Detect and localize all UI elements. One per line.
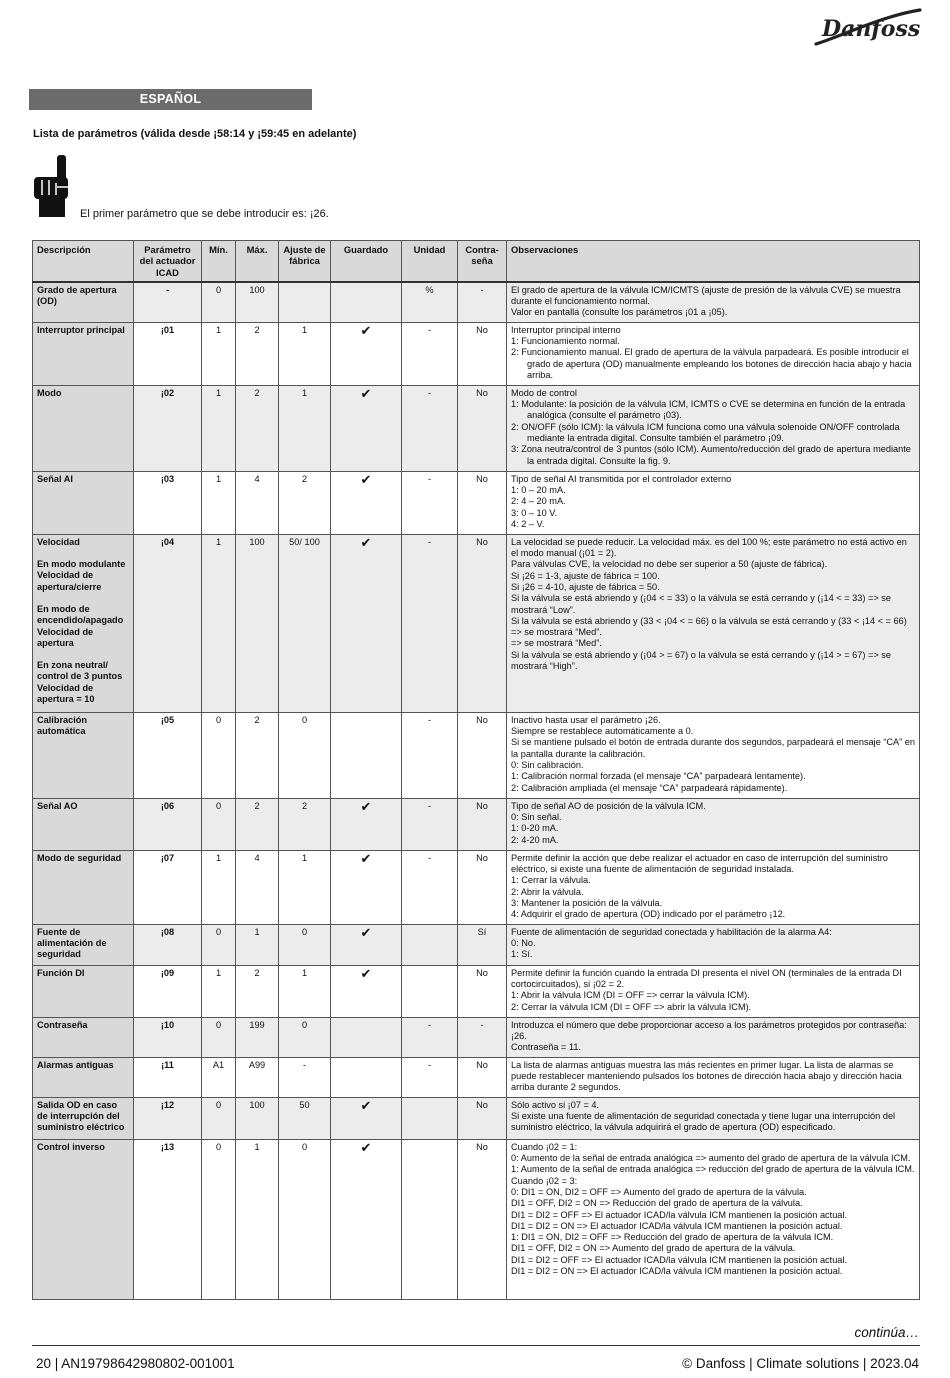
cell-factory: 0	[279, 712, 331, 798]
observation-line: Si la válvula se está abriendo y (¡04 > = 67) o la válvula se está cerrando y (¡14 > = 67) => se mostrará “High”.	[511, 649, 891, 672]
table-row	[33, 924, 920, 965]
cell-description	[33, 385, 134, 471]
cell-max: 100	[236, 1097, 279, 1139]
observation-line: Permite definir la acción que debe realizar el actuador en caso de interrupción del suministro eléctrico, si existe una fuente de alimentación de seguridad instalada.	[511, 852, 888, 875]
cell-saved: ✔	[331, 924, 402, 965]
cell-max: 2	[236, 965, 279, 1017]
cell-description	[33, 712, 134, 798]
observation-line: La lista de alarmas antiguas muestra las más recientes en primer lugar. La lista de alarmas se puede restablecer manteniendo pulsados los botones de dirección hacia abajo y dirección hacia arriba durante 2 segundos.	[511, 1059, 902, 1093]
cell-factory: 50/ 100	[279, 534, 331, 712]
table-row	[33, 282, 920, 322]
cell-saved: ✔	[331, 1139, 402, 1299]
cell-factory: -	[279, 1057, 331, 1097]
description-sub: En modo de encendido/apagado Velocidad de apertura	[37, 603, 124, 648]
table-row	[33, 534, 920, 712]
observation-line: Si ¡26 = 1-3, ajuste de fábrica = 100.	[511, 570, 660, 581]
first-parameter-note: El primer parámetro que se debe introducir es: ¡26.	[80, 208, 329, 220]
cell-unit: -	[402, 322, 458, 385]
observation-line: DI1 = DI2 = ON => El actuador ICAD/la válvula ICM mantienen la posición actual.	[511, 1266, 843, 1277]
observation-line: 2: 4-20 mA.	[511, 834, 559, 845]
description-sub: En zona neutral/ control de 3 puntos Velocidad de apertura = 10	[37, 660, 123, 705]
cell-saved	[331, 1017, 402, 1057]
cell-min: 1	[202, 534, 236, 712]
cell-max: 100	[236, 282, 279, 322]
cell-password: No	[458, 965, 507, 1017]
header-description: Descripción	[33, 241, 134, 282]
cell-password: No	[458, 534, 507, 712]
cell-parameter: -	[134, 282, 202, 322]
observation-line: 1: 0-20 mA.	[511, 823, 559, 834]
cell-unit	[402, 924, 458, 965]
cell-observations	[507, 385, 920, 471]
observation-line: 3: 0 – 10 V.	[511, 507, 558, 518]
observation-line: Permite definir la función cuando la entrada DI presenta el nivel ON (terminales de la entrada DI cortocircuitados), si ¡02 = 2.	[511, 967, 902, 990]
cell-min: 0	[202, 1139, 236, 1299]
cell-max: 199	[236, 1017, 279, 1057]
cell-description	[33, 282, 134, 322]
cell-max: 100	[236, 534, 279, 712]
footer-divider	[32, 1345, 920, 1346]
cell-unit: -	[402, 850, 458, 924]
cell-min: 1	[202, 322, 236, 385]
cell-parameter: ¡13	[134, 1139, 202, 1299]
table-row	[33, 322, 920, 385]
observation-line: 1: Cerrar la válvula.	[511, 875, 591, 886]
cell-min: 0	[202, 282, 236, 322]
header-saved: Guardado	[331, 241, 402, 282]
cell-unit: -	[402, 712, 458, 798]
cell-min: 0	[202, 924, 236, 965]
observation-line: 4: Adquirir el grado de apertura (OD) indicado por el parámetro ¡12.	[511, 909, 786, 920]
observation-line: 1: Calibración normal forzada (el mensaje “CA” parpadeará lentamente).	[511, 771, 806, 782]
table-row	[33, 1139, 920, 1299]
cell-max: 2	[236, 712, 279, 798]
observation-line: El grado de apertura de la válvula ICM/ICMTS (ajuste de presión de la válvula CVE) se muestra durante el funcionamiento normal.	[511, 284, 901, 307]
cell-observations	[507, 534, 920, 712]
cell-parameter: ¡12	[134, 1097, 202, 1139]
table-row	[33, 385, 920, 471]
observation-line: Para válvulas CVE, la velocidad no debe ser superior a 50 (ajuste de fábrica).	[511, 559, 828, 570]
cell-parameter: ¡05	[134, 712, 202, 798]
cell-max: 4	[236, 850, 279, 924]
cell-max: 2	[236, 385, 279, 471]
cell-observations	[507, 965, 920, 1017]
description-label: Modo	[37, 387, 62, 398]
cell-parameter: ¡09	[134, 965, 202, 1017]
cell-min: 0	[202, 712, 236, 798]
cell-password: No	[458, 798, 507, 850]
cell-unit: %	[402, 282, 458, 322]
cell-description	[33, 1017, 134, 1057]
cell-parameter: ¡11	[134, 1057, 202, 1097]
observation-line: Si la válvula se está abriendo y (¡04 < = 33) o la válvula se está cerrando y (¡14 < = 33) => se mostrará “Low”.	[511, 593, 891, 615]
observation-line: Fuente de alimentación de seguridad conectada y habilitación de la alarma A4:	[511, 926, 832, 937]
cell-saved: ✔	[331, 850, 402, 924]
observation-line: 1: 0 – 20 mA.	[511, 485, 566, 496]
observation-line: DI1 = OFF, DI2 = ON => Aumento del grado de apertura de la válvula.	[511, 1243, 796, 1254]
table-row	[33, 712, 920, 798]
cell-min: 0	[202, 1017, 236, 1057]
cell-description	[33, 965, 134, 1017]
cell-saved: ✔	[331, 471, 402, 534]
cell-unit: -	[402, 534, 458, 712]
continued-label: continúa…	[854, 1325, 919, 1340]
cell-password: -	[458, 1017, 507, 1057]
header-parameter: Parámetro del actuador ICAD	[134, 241, 202, 282]
observation-line: Introduzca el número que debe proporcionar acceso a los parámetros protegidos por contraseña: ¡26.	[511, 1019, 907, 1042]
cell-saved: ✔	[331, 965, 402, 1017]
observation-line: Si se mantiene pulsado el botón de entrada durante dos segundos, parpadeará el mensaje “CA” en la pantalla durante la calibración.	[511, 737, 916, 759]
observation-line: Inactivo hasta usar el parámetro ¡26.	[511, 714, 661, 725]
cell-saved: ✔	[331, 798, 402, 850]
observation-line: 1: Aumento de la señal de entrada analógica => reducción del grado de apertura de la válvula ICM.	[511, 1164, 915, 1175]
observation-line: DI1 = DI2 = ON => El actuador ICAD/la válvula ICM mantienen la posición actual.	[511, 1220, 843, 1231]
observation-line: 2: Cerrar la válvula ICM (DI = OFF => abrir la válvula ICM).	[511, 1001, 752, 1012]
cell-description	[33, 1057, 134, 1097]
header-password: Contra-seña	[458, 241, 507, 282]
cell-max: 4	[236, 471, 279, 534]
cell-observations	[507, 1057, 920, 1097]
cell-password: No	[458, 322, 507, 385]
table-row	[33, 471, 920, 534]
observation-line: Siempre se restablece automáticamente a 0.	[511, 726, 694, 737]
observation-line: DI1 = DI2 = OFF => El actuador ICAD/la válvula ICM mantienen la posición actual.	[511, 1254, 848, 1265]
cell-saved: ✔	[331, 1097, 402, 1139]
cell-factory: 0	[279, 1139, 331, 1299]
table-row	[33, 850, 920, 924]
table-row	[33, 1017, 920, 1057]
footer-document-id: 20 | AN19798642980802-001001	[36, 1356, 235, 1371]
observation-line: 2: 4 – 20 mA.	[511, 496, 566, 507]
cell-saved	[331, 712, 402, 798]
cell-factory: 1	[279, 322, 331, 385]
cell-password: Sí	[458, 924, 507, 965]
description-label: Función DI	[37, 967, 85, 978]
cell-observations	[507, 471, 920, 534]
observation-line: Tipo de señal AO de posición de la válvula ICM.	[511, 800, 706, 811]
cell-parameter: ¡04	[134, 534, 202, 712]
observation-line: 1: Abrir la válvula ICM (DI = OFF => cerrar la válvula ICM).	[511, 990, 750, 1001]
observation-line: Contraseña = 11.	[511, 1042, 582, 1053]
parameter-list-title: Lista de parámetros (válida desde ¡58:14 y ¡59:45 en adelante)	[33, 128, 357, 140]
observation-line: La velocidad se puede reducir. La velocidad máx. es del 100 %; este parámetro no está activo en el modo manual (¡01 = 2).	[511, 536, 907, 559]
observation-line: 2: ON/OFF (sólo ICM): la válvula ICM funciona como una válvula solenoide ON/OFF controlada mediante la entrada digital. Consulte también el parámetro ¡09.	[511, 421, 900, 443]
cell-factory: 2	[279, 798, 331, 850]
cell-factory: 50	[279, 1097, 331, 1139]
observation-line: 4: 2 – V.	[511, 518, 545, 529]
cell-max: 1	[236, 924, 279, 965]
parameter-table	[32, 240, 920, 1300]
cell-observations	[507, 712, 920, 798]
header-max: Máx.	[236, 241, 279, 282]
cell-description	[33, 1139, 134, 1299]
cell-unit	[402, 965, 458, 1017]
cell-parameter: ¡10	[134, 1017, 202, 1057]
description-label: Contraseña	[37, 1019, 88, 1030]
description-label: Grado de apertura (OD)	[37, 284, 117, 307]
description-label: Calibración automática	[37, 714, 88, 737]
cell-description	[33, 798, 134, 850]
cell-observations	[507, 850, 920, 924]
cell-factory: 0	[279, 1017, 331, 1057]
table-row	[33, 1057, 920, 1097]
description-label: Modo de seguridad	[37, 852, 122, 863]
header-factory-setting: Ajuste de fábrica	[279, 241, 331, 282]
cell-observations	[507, 798, 920, 850]
cell-password: No	[458, 471, 507, 534]
cell-max: 2	[236, 798, 279, 850]
cell-password: No	[458, 850, 507, 924]
cell-password: No	[458, 1097, 507, 1139]
cell-unit: -	[402, 798, 458, 850]
observation-line: Cuando ¡02 = 3:	[511, 1175, 578, 1186]
cell-min: 1	[202, 385, 236, 471]
cell-max: A99	[236, 1057, 279, 1097]
table-row	[33, 1097, 920, 1139]
cell-observations	[507, 1097, 920, 1139]
cell-description	[33, 850, 134, 924]
observation-line: 0: Sin calibración.	[511, 759, 584, 770]
description-label: Salida OD en caso de interrupción del suministro eléctrico	[37, 1099, 125, 1133]
observation-line: => se mostrará “Med”.	[511, 638, 602, 649]
observation-line: Tipo de señal AI transmitida por el controlador externo	[511, 473, 732, 484]
cell-unit: -	[402, 385, 458, 471]
cell-min: 0	[202, 798, 236, 850]
observation-line: 1: DI1 = ON, DI2 = OFF => Reducción del grado de apertura de la válvula ICM.	[511, 1232, 834, 1243]
table-row	[33, 965, 920, 1017]
observation-line: Si ¡26 = 4-10, ajuste de fábrica = 50.	[511, 581, 660, 592]
cell-factory: 1	[279, 385, 331, 471]
cell-saved: ✔	[331, 385, 402, 471]
cell-unit: -	[402, 1017, 458, 1057]
footer-copyright: © Danfoss | Climate solutions | 2023.04	[682, 1356, 919, 1371]
description-label: Velocidad	[37, 536, 80, 547]
cell-observations	[507, 924, 920, 965]
cell-saved: ✔	[331, 534, 402, 712]
cell-observations	[507, 1017, 920, 1057]
cell-password: No	[458, 712, 507, 798]
description-sub: En modo modulante Velocidad de apertura/cierre	[37, 559, 126, 592]
observation-line: Valor en pantalla (consulte los parámetros ¡01 a ¡05).	[511, 307, 728, 318]
cell-description	[33, 322, 134, 385]
table-header-row	[33, 241, 920, 282]
observation-line: 0: Sin señal.	[511, 812, 562, 823]
cell-description	[33, 534, 134, 712]
cell-parameter: ¡02	[134, 385, 202, 471]
cell-password: No	[458, 385, 507, 471]
observation-line: DI1 = DI2 = OFF => El actuador ICAD/la válvula ICM mantienen la posición actual.	[511, 1209, 848, 1220]
table-row	[33, 798, 920, 850]
observation-line: 0: Aumento de la señal de entrada analógica => aumento del grado de apertura de la válvula ICM.	[511, 1153, 911, 1164]
cell-saved	[331, 1057, 402, 1097]
cell-min: A1	[202, 1057, 236, 1097]
observation-line: 0: No.	[511, 938, 536, 949]
cell-unit	[402, 1097, 458, 1139]
cell-factory: 1	[279, 965, 331, 1017]
cell-factory: 2	[279, 471, 331, 534]
cell-observations	[507, 322, 920, 385]
description-label: Alarmas antiguas	[37, 1059, 114, 1070]
cell-description	[33, 1097, 134, 1139]
cell-unit: -	[402, 1057, 458, 1097]
svg-text:Danfoss: Danfoss	[822, 16, 921, 42]
cell-parameter: ¡06	[134, 798, 202, 850]
cell-password: -	[458, 282, 507, 322]
cell-parameter: ¡01	[134, 322, 202, 385]
cell-saved: ✔	[331, 322, 402, 385]
description-label: Señal AI	[37, 473, 73, 484]
header-min: Mín.	[202, 241, 236, 282]
observation-line: Si la válvula se está abriendo y (33 < ¡04 < = 66) o la válvula se está cerrando y (33 < ¡14 < = 66) => se mostrará “Med”.	[511, 615, 907, 638]
danfoss-logo	[812, 6, 924, 48]
cell-parameter: ¡08	[134, 924, 202, 965]
cell-saved	[331, 282, 402, 322]
language-banner: ESPAÑOL	[29, 89, 312, 110]
cell-parameter: ¡07	[134, 850, 202, 924]
cell-observations	[507, 1139, 920, 1299]
observation-line: 2: Abrir la válvula.	[511, 886, 584, 897]
cell-min: 1	[202, 471, 236, 534]
cell-max: 2	[236, 322, 279, 385]
observation-line: 3: Zona neutra/control de 3 puntos (sólo ICM). Aumento/reducción del grado de apertura mediante la entrada digital. Consulte la fig. 9.	[511, 444, 911, 466]
cell-min: 0	[202, 1097, 236, 1139]
observation-line: 2: Funcionamiento manual. El grado de apertura de la válvula parpadeará. Es posible introducir el grado de apertura (OD) manualmente empleando los botones de dirección hacia abajo y hacia arriba.	[511, 347, 912, 380]
observation-line: Interruptor principal interno	[511, 324, 621, 335]
observation-line: 1: Funcionamiento normal.	[511, 336, 620, 347]
cell-observations	[507, 282, 920, 322]
cell-min: 1	[202, 850, 236, 924]
cell-description	[33, 471, 134, 534]
header-observations: Observaciones	[507, 241, 920, 282]
cell-password: No	[458, 1139, 507, 1299]
header-unit: Unidad	[402, 241, 458, 282]
description-label: Interruptor principal	[37, 324, 125, 335]
observation-line: 3: Mantener la posición de la válvula.	[511, 897, 663, 908]
cell-password: No	[458, 1057, 507, 1097]
observation-line: Cuando ¡02 = 1:	[511, 1141, 578, 1152]
observation-line: 1: Modulante: la posición de la válvula ICM, ICMTS o CVE se determina en función de la entrada analógica (consulte el parámetro ¡03).	[511, 399, 906, 421]
cell-unit: -	[402, 471, 458, 534]
description-label: Fuente de alimentación de seguridad	[37, 926, 107, 960]
cell-parameter: ¡03	[134, 471, 202, 534]
cell-factory	[279, 282, 331, 322]
pointing-hand-icon	[31, 153, 73, 219]
cell-description	[33, 924, 134, 965]
observation-line: 0: DI1 = ON, DI2 = OFF => Aumento del grado de apertura de la válvula.	[511, 1186, 807, 1197]
cell-unit	[402, 1139, 458, 1299]
cell-factory: 0	[279, 924, 331, 965]
observation-line: Modo de control	[511, 387, 577, 398]
observation-line: 2: Calibración ampliada (el mensaje “CA” parpadeará rápidamente).	[511, 782, 788, 793]
description-label: Señal AO	[37, 800, 78, 811]
cell-min: 1	[202, 965, 236, 1017]
observation-line: DI1 = OFF, DI2 = ON => Reducción del grado de apertura de la válvula.	[511, 1198, 803, 1209]
observation-line: Si existe una fuente de alimentación de seguridad conectada y tiene lugar una interrupción del suministro eléctrico, la válvula adquirirá el grado de apertura (OD) especificado.	[511, 1111, 896, 1133]
observation-line: 1: Sí.	[511, 949, 533, 960]
observation-line: Sólo activo si ¡07 = 4.	[511, 1099, 600, 1110]
cell-max: 1	[236, 1139, 279, 1299]
description-label: Control inverso	[37, 1141, 105, 1152]
cell-factory: 1	[279, 850, 331, 924]
